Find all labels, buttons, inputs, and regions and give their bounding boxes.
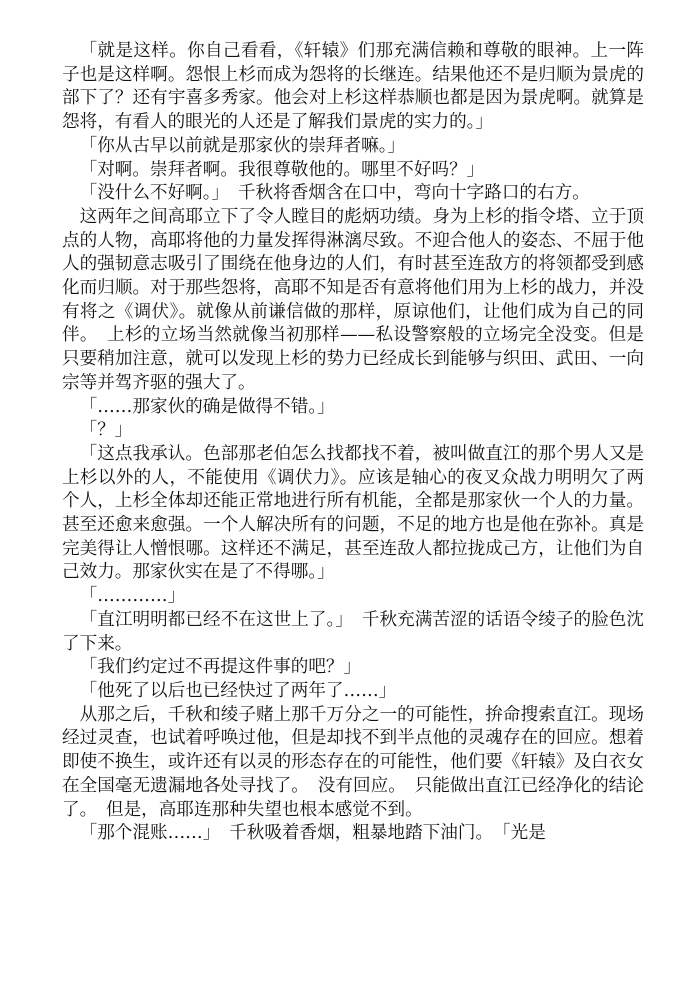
dialogue-paragraph: 「就是这样。你自己看看，《轩辕》们那充满信赖和尊敬的眼神。上一阵子也是这样啊。怨恨上杉而成为怨将的长继连。结果他还不是归顺为景虎的部下了？还有宇喜多秀家。他会对上杉这样恭顺也都是因为景虎啊。就算是怨将，有看人的眼光的人还是了解我们景虎的实力的。」 xyxy=(62,41,644,133)
dialogue-paragraph: 「……那家伙的确是做得不错。」 xyxy=(79,396,335,417)
dialogue-paragraph: 「你从古早以前就是那家伙的崇拜者嘛。」 xyxy=(79,135,406,156)
dialogue-paragraph: 「…………」 xyxy=(79,586,186,607)
dialogue-paragraph: 「他死了以后也已经快过了两年了……」 xyxy=(79,680,397,701)
narration-paragraph: 这两年之间高耶立下了令人瞠目的彪炳功绩。身为上杉的指令塔、立于顶点的人物，高耶将他的力量发挥得淋漓尽致。不迎合他人的姿态、不屈于他人的强韧意志吸引了围绕在他身边的人们，有时甚至连敌方的将领都受到感化而归顺。对于那些怨将，高耶不知是否有意将他们用为上杉的战力，并没有将之《调伏》。就像从前谦信做的那样，原谅他们，让他们成为自己的同伴。 上杉的立场当然就像当初那样——私设警察般的立场完全没变。但是只要稍加注意，就可以发现上杉的势力已经成长到能够与织田、武田、一向宗等并驾齐驱的强大了。 xyxy=(62,206,644,393)
narration-paragraph: 从那之后，千秋和绫子赌上那千万分之一的可能性，拚命搜索直江。现场经过灵查，也试着呼唤过他，但是却找不到半点他的灵魂存在的回应。想着即使不换生，或许还有以灵的形态存在的可能性，他们要《轩辕》及白衣女在全国毫无遗漏地各处寻找了。 没有回应。 只能做出直江已经净化的结论了。 但是，高耶连那种失望也根本感觉不到。 xyxy=(62,704,644,820)
dialogue-paragraph: 「直江明明都已经不在这世上了。」 千秋充满苦涩的话语令绫子的脸色沈了下来。 xyxy=(62,609,644,654)
dialogue-paragraph: 「这点我承认。色部那老伯怎么找都找不着，被叫做直江的那个男人又是上杉以外的人，不能使用《调伏力》。应该是轴心的夜叉众战力明明欠了两个人，上杉全体却还能正常地进行所有机能，全都是那家伙一个人的力量。甚至还愈来愈强。一个人解决所有的问题，不足的地方也是他在弥补。真是完美得让人憎恨哪。这样还不满足，甚至连敌人都拉拢成己方，让他们为自己效力。那家伙实在是了不得哪。」 xyxy=(62,443,644,583)
dialogue-paragraph: 「对啊。崇拜者啊。我很尊敬他的。哪里不好吗？」 xyxy=(79,159,485,180)
dialogue-paragraph: 「？」 xyxy=(79,420,133,441)
novel-page-text xyxy=(62,40,644,846)
dialogue-paragraph: 「那个混账……」 千秋吸着香烟，粗暴地踏下油门。 「光是 xyxy=(79,823,546,844)
dialogue-paragraph: 「没什么不好啊。」 千秋将香烟含在口中，弯向十字路口的右方。 xyxy=(79,183,590,204)
dialogue-paragraph: 「我们约定过不再提这件事的吧？」 xyxy=(79,657,362,678)
